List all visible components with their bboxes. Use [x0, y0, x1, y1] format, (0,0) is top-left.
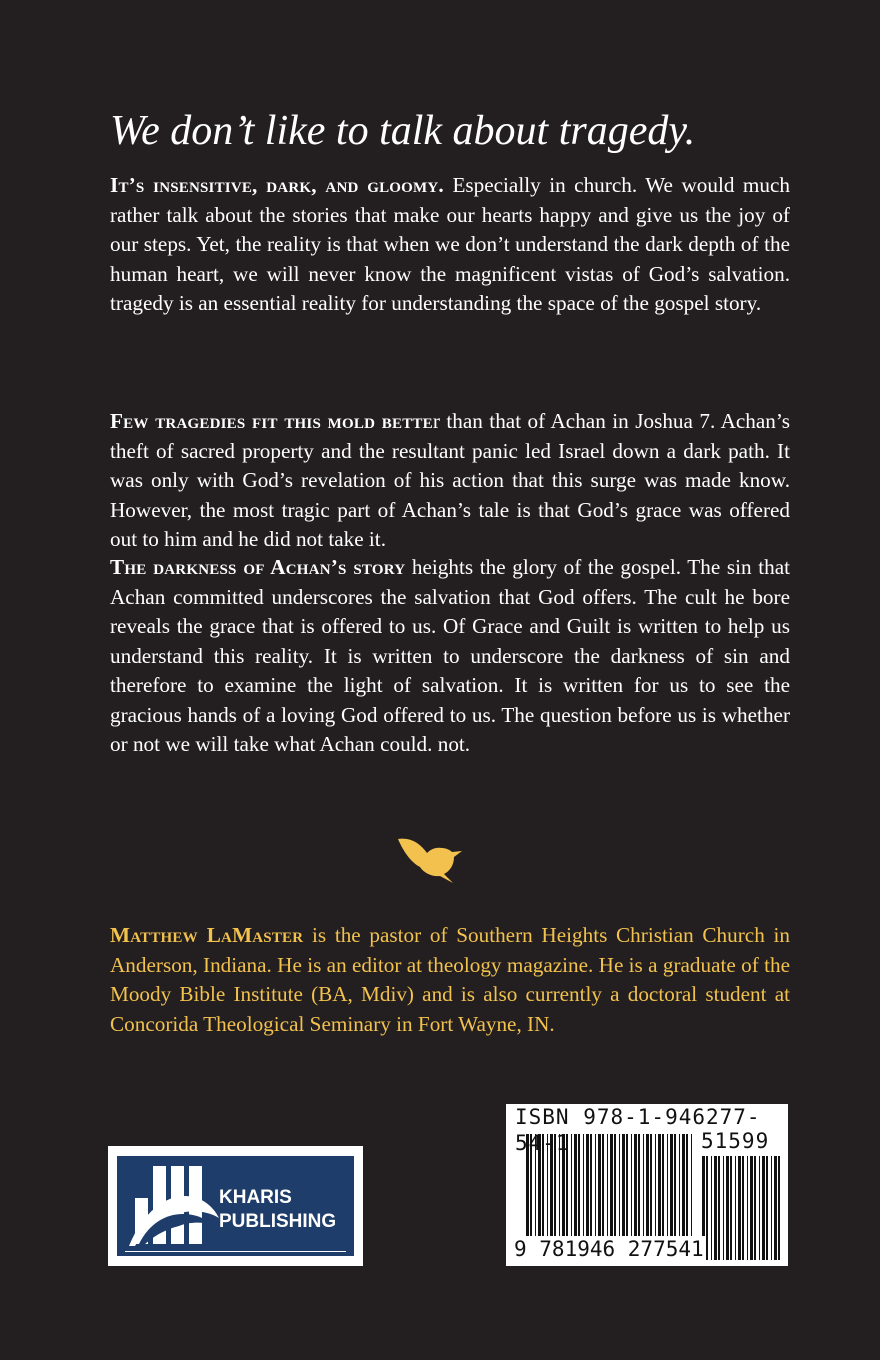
publisher-logo-panel: [117, 1156, 354, 1256]
paragraph-2-lead: Few tragedies fit this mold bette: [110, 409, 433, 433]
price-code: 51599: [701, 1129, 770, 1153]
paragraph-1: [110, 171, 790, 319]
paragraph-3-text: heights the glory of the gospel. The sin that Achan committed underscores the salvation that God offers. The cult he bore reveals the grace that is offered to us. Of Grace and Guilt is written to help us understand this reality. It is written to underscore the darkness of sin and therefore to examine the light of salvation. It is written for us to see the gracious hands of a loving God offered to us. The question before us is whether or not we will take what Achan could. not.: [110, 555, 790, 756]
publisher-logo-rule: [125, 1251, 346, 1252]
headline: We don’t like to talk about tragedy.: [110, 108, 696, 154]
paragraph-1-text: Especially in church. We would much rather talk about the stories that make our hearts happy and give us the joy of our steps. Yet, the reality is that when we don’t understand the dark depth of the human heart, we will never know the magnificent vistas of God’s salvation. tragedy is an essential reality for understanding the space of the gospel story.: [110, 173, 790, 315]
author-bio: [110, 921, 790, 1039]
paragraph-2-text: r than that of Achan in Joshua 7. Achan’s theft of sacred property and the resultant panic led Israel down a dark path. It was only with God’s revelation of his action that this surge was made know. However, the most tragic part of Achan’s tale is that God’s grace was offered out to him and he did not take it.: [110, 409, 791, 551]
publisher-name: [219, 1186, 336, 1234]
paragraph-3: [110, 553, 790, 760]
author-bio-text: is the pastor of Southern Heights Christian Church in Anderson, Indiana. He is an editor at theology magazine. He is a graduate of the Moody Bible Institute (BA, Mdiv) and is also currently a doctoral student at Concorida Theological Seminary in Fort Wayne, IN.: [110, 923, 790, 1036]
publisher-name-line2: PUBLISHING: [219, 1211, 337, 1232]
publisher-logo: [108, 1146, 363, 1266]
paragraph-3-lead: The darkness of Achan’s story: [110, 555, 406, 579]
author-name: Matthew LaMaster: [110, 923, 304, 947]
barcode-box: [506, 1104, 788, 1266]
paragraph-2: [110, 407, 790, 555]
kharis-logo-icon: [125, 1162, 225, 1250]
ean-digits: 9 781946 277541: [514, 1237, 704, 1261]
bird-icon: [396, 833, 466, 885]
isbn-text: ISBN 978-1-946277-54-1: [515, 1105, 761, 1155]
publisher-name-line1: KHARIS: [219, 1187, 292, 1208]
paragraph-1-lead: It’s insensitive, dark, and gloomy.: [110, 173, 444, 197]
